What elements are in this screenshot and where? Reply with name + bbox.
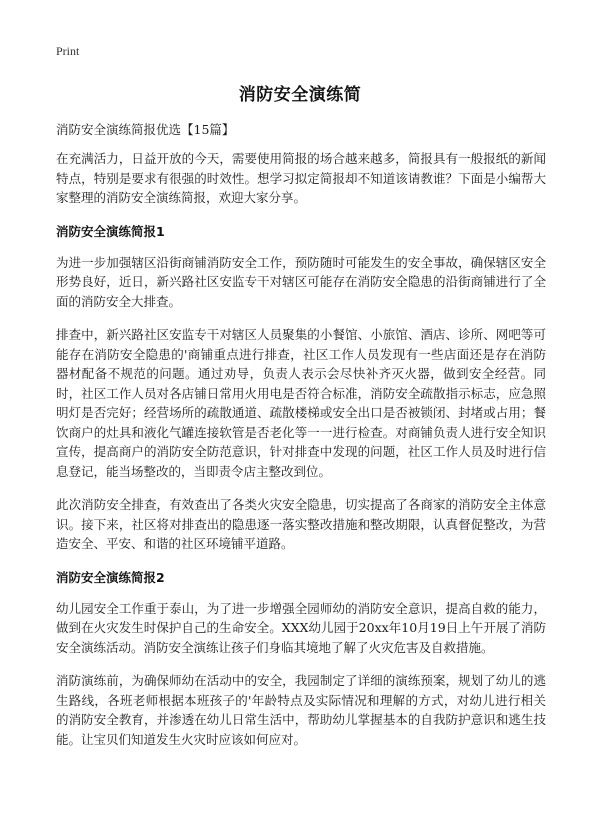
print-label: Print (56, 44, 80, 58)
intro-paragraph: 在充满活力，日益开放的今天，需要使用简报的场合越来越多，简报具有一般报纸的新闻特点，特别是要求有很强的时效性。想学习拟定简报却不知道该请教谁？下面是小编帮大家整理的消防安全演练简报，欢迎大家分享。 (56, 151, 546, 205)
document-body (56, 120, 546, 763)
section-paragraph: 消防演练前，为确保师幼在活动中的安全，我园制定了详细的演练预案，规划了幼儿的逃生路线，各班老师根据本班孩子的'年龄特点及实际情况和理解的方式，对幼儿进行相关的消防安全教育，并渗透在幼儿日常生活中，帮助幼儿掌握基本的自我防护意识和逃生技能。让宝贝们知道发生火灾时应该如何应对。 (56, 673, 546, 747)
section-paragraph: 此次消防安全排查，有效查出了各类火灾安全隐患，切实提高了各商家的消防安全主体意识。接下来，社区将对排查出的隐患逐一落实整改措施和整改期限，认真督促整改，为营造安全、平安、和谐的社区环境铺平道路。 (56, 497, 546, 551)
section-report-1 (56, 222, 546, 554)
document-subtitle: 消防安全演练简报优选【15篇】 (56, 122, 235, 137)
section-paragraph: 为进一步加强辖区沿街商铺消防安全工作，预防随时可能发生的安全事故，确保辖区安全形势良好，近日，新兴路社区安监专干对辖区可能存在消防安全隐患的沿街商铺进行了全面的消防安全大排查。 (56, 254, 546, 309)
section-report-2 (56, 568, 546, 750)
section-paragraph: 幼儿园安全工作重于泰山，为了进一步增强全园师幼的消防安全意识，提高自救的能力，做到在火灾发生时保护自己的生命安全。XXX幼儿园于20xx年10月19日上午开展了消防安全演练活动。消防安全演练让孩子们身临其境地了解了火灾危害及自救措施。 (56, 600, 546, 655)
page-title: 消防安全演练简 (238, 85, 362, 105)
section-heading: 消防安全演练简报2 (56, 569, 165, 585)
section-paragraph: 排查中，新兴路社区安监专干对辖区人员聚集的小餐馆、小旅馆、酒店、诊所、网吧等可能存在消防安全隐患的'商铺重点进行排查，社区工作人员发现有一些店面还是存在消防器材配备不规范的问题。通过劝导，负责人表示会尽快补齐灭火器，做到安全经营。同时，社区工作人员对各店铺日常用火用电是否符合标准，消防安全疏散指示标志，应急照明灯是否完好；经营场所的疏散通道、疏散楼梯或安全出口是否被锁闭、封堵或占用；餐饮商户的灶具和液化气罐连接软管是否老化等一一进行检查。对商铺负责人进行安全知识宣传，提高商户的消防安全防范意识，针对排查中发现的问题，社区工作人员及时进行信息登记，能当场整改的，当即责令店主整改到位。 (56, 327, 546, 479)
section-heading: 消防安全演练简报1 (56, 223, 165, 239)
